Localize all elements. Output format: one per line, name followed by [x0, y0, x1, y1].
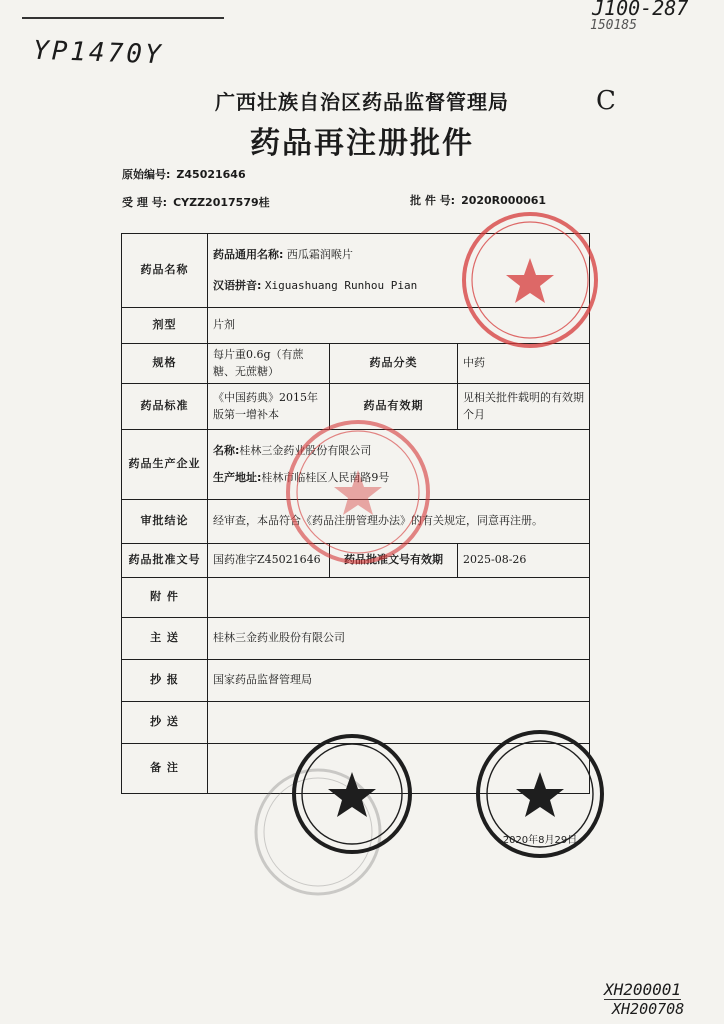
- top-rule-line: [22, 17, 224, 19]
- mfr-name-label: 名称:: [213, 444, 240, 457]
- validity-label: 药品有效期: [330, 384, 458, 430]
- standard-label: 药品标准: [122, 384, 208, 430]
- handwritten-mark: C: [596, 86, 616, 116]
- document-title: 药品再注册批件: [250, 126, 474, 161]
- drug-name-label: 药品名称: [122, 234, 208, 308]
- original-code-value: Z45021646: [176, 168, 246, 181]
- table-row: [122, 430, 590, 500]
- remarks-value: [208, 744, 590, 794]
- spec-label: 规格: [122, 344, 208, 384]
- dosage-form-value: 片剂: [208, 308, 590, 344]
- copy-to-label: 抄 送: [122, 702, 208, 744]
- acceptance-line: [122, 194, 270, 210]
- approval-doc-line: [410, 192, 546, 208]
- handwritten-note-bottom-right: XH200001: [604, 980, 682, 999]
- mfr-address-label: 生产地址:: [213, 470, 262, 484]
- table-row: [122, 744, 590, 794]
- approval-doc-value: 2020R000061: [461, 194, 547, 207]
- category-value: 中药: [458, 344, 590, 384]
- issuing-agency: 广西壮族自治区药品监督管理局: [215, 90, 509, 114]
- spec-value: 每片重0.6g（有蔗糖、无蔗糖）: [208, 344, 330, 384]
- manufacturer-label: 药品生产企业: [122, 430, 208, 500]
- main-recipient-label: 主 送: [122, 618, 208, 660]
- table-row: [122, 384, 590, 430]
- manufacturer-cell: [208, 430, 590, 500]
- approval-number-label: 药品批准文号: [122, 544, 208, 578]
- approval-number-value: 国药准字Z45021646: [208, 544, 330, 578]
- validity-value: 见相关批件载明的有效期 个月: [458, 384, 590, 430]
- table-row: [122, 234, 590, 308]
- attachment-label: 附 件: [122, 578, 208, 618]
- mfr-name-value: 桂林三金药业股份有限公司: [239, 444, 372, 457]
- table-row: [122, 702, 590, 744]
- table-row: [122, 544, 590, 578]
- table-row: [122, 308, 590, 344]
- conclusion-label: 审批结论: [122, 500, 208, 544]
- original-code-line: [122, 166, 246, 182]
- table-row: [122, 578, 590, 618]
- category-label: 药品分类: [330, 344, 458, 384]
- report-to-value: 国家药品监督管理局: [208, 660, 590, 702]
- original-code-label: 原始编号:: [122, 168, 171, 181]
- handwritten-note-top-left: YP1470Y: [32, 35, 165, 71]
- drug-name-cell: [208, 234, 590, 308]
- registration-table: [121, 233, 590, 794]
- table-row: [122, 344, 590, 384]
- remarks-label: 备 注: [122, 744, 208, 794]
- table-row: [122, 618, 590, 660]
- copy-to-value: [208, 702, 590, 744]
- pinyin-label: 汉语拼音:: [213, 278, 262, 292]
- handwritten-note-bottom-right-2: XH200708: [612, 1000, 685, 1018]
- attachment-value: [208, 578, 590, 618]
- dosage-form-label: 剂型: [122, 308, 208, 344]
- approval-validity-value: 2025-08-26: [458, 544, 590, 578]
- handwritten-note-top-right-2: 150185: [590, 18, 637, 33]
- acceptance-label: 受 理 号:: [122, 196, 168, 209]
- pinyin-value: Xiguashuang Runhou Pian: [264, 278, 418, 292]
- conclusion-value: 经审查，本品符合《药品注册管理办法》的有关规定，同意再注册。: [208, 500, 590, 544]
- seal-date: 2020年8月29日: [502, 835, 578, 846]
- table-row: [122, 660, 590, 702]
- standard-value: 《中国药典》2015年版第一增补本: [208, 384, 330, 430]
- handwritten-note-top-right: J100-287: [592, 0, 689, 20]
- generic-name-label: 药品通用名称:: [213, 248, 284, 261]
- acceptance-value: CYZZ2017579桂: [173, 196, 270, 209]
- mfr-address-value: 桂林市临桂区人民南路9号: [261, 470, 390, 484]
- generic-name-value: 西瓜霜润喉片: [286, 248, 353, 261]
- table-row: [122, 500, 590, 544]
- approval-validity-label: 药品批准文号有效期: [330, 544, 458, 578]
- approval-doc-label: 批 件 号:: [410, 194, 456, 207]
- report-to-label: 抄 报: [122, 660, 208, 702]
- main-recipient-value: 桂林三金药业股份有限公司: [208, 618, 590, 660]
